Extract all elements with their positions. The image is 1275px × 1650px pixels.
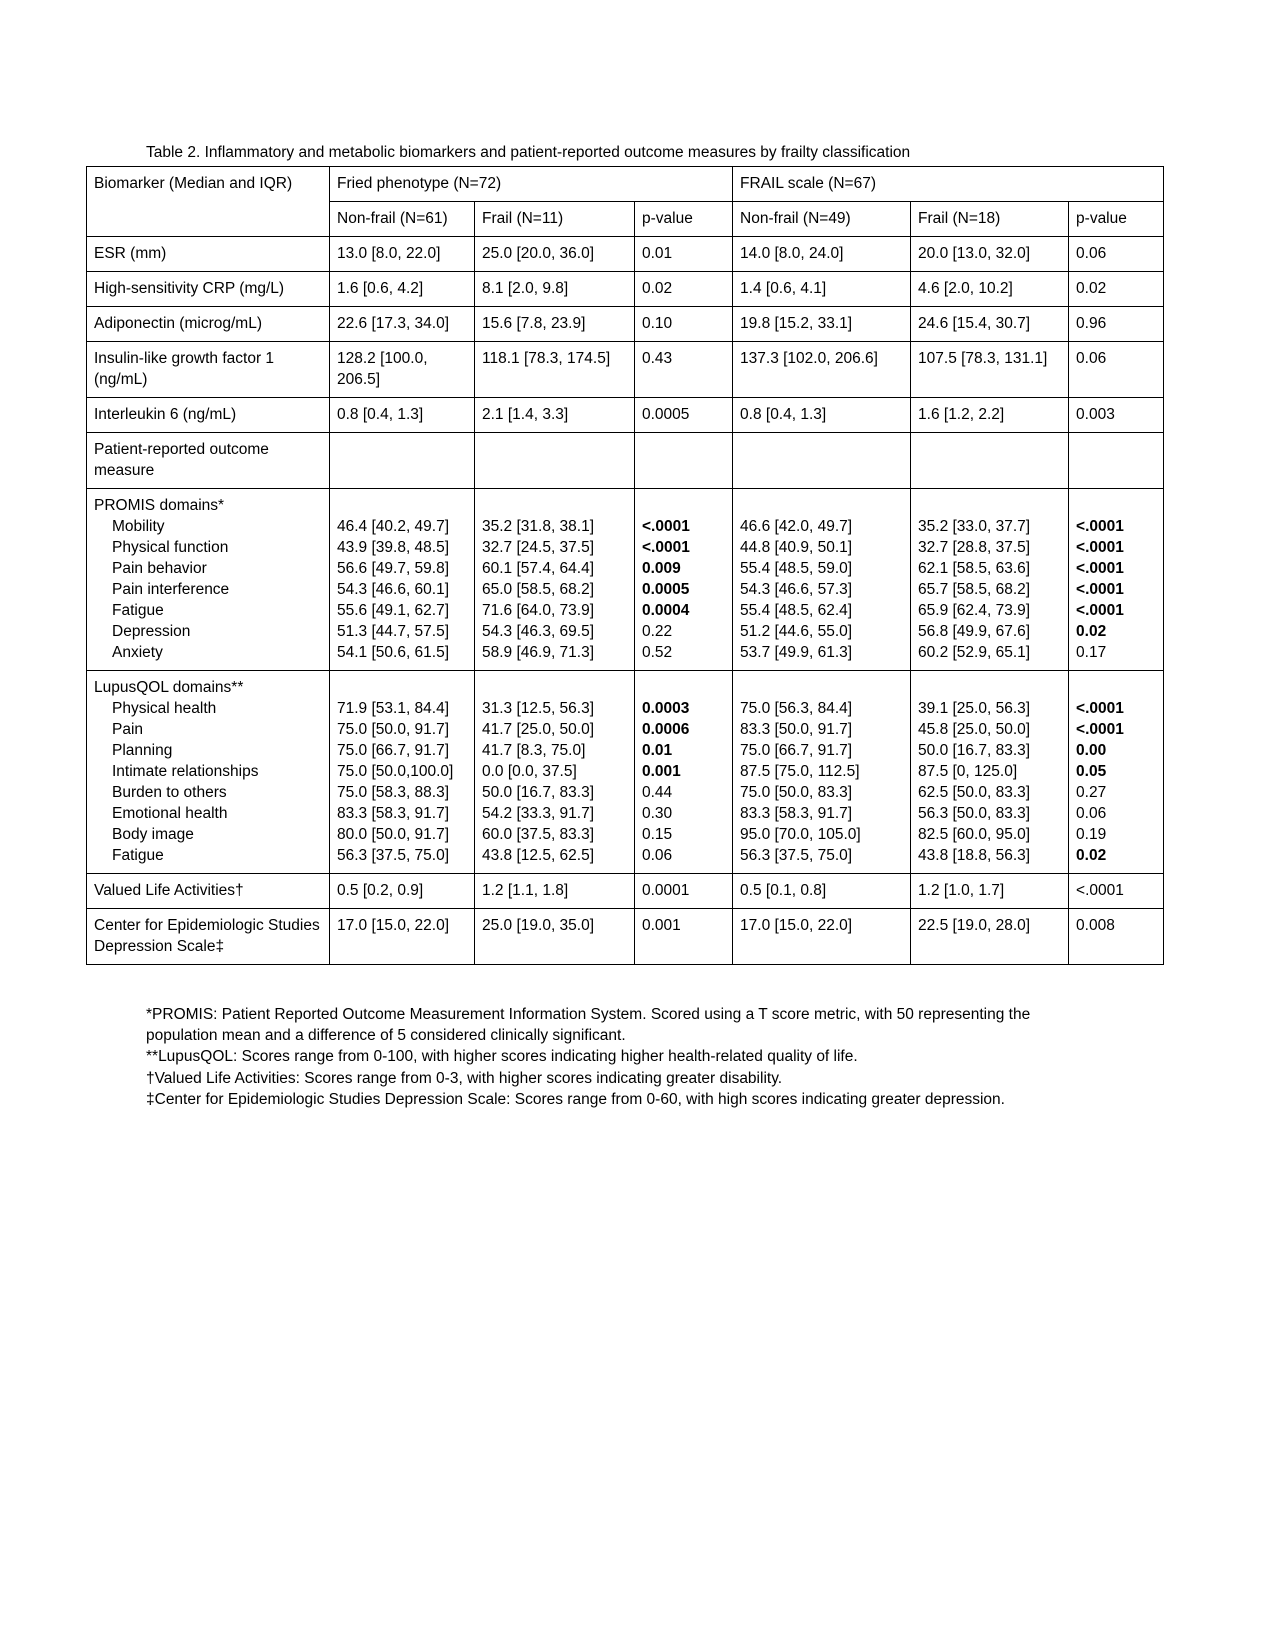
cell-frailscale-nonfrail: 0.8 [0.4, 1.3]	[733, 398, 911, 433]
cell-frailscale-frail: 1.2 [1.0, 1.7]	[911, 874, 1069, 909]
footnote-promis: *PROMIS: Patient Reported Outcome Measurement Information System. Scored using a T score metric, with 50 representing the population mean and a difference of 5 considered clinically significant.	[146, 1006, 1031, 1044]
cell-fried-nonfrail: 128.2 [100.0, 206.5]	[330, 342, 475, 398]
promis-labels: PROMIS domains* Mobility Physical function Pain behavior Pain interference Fatigue Depression Anxiety	[87, 489, 330, 671]
lupusqol-block-row	[87, 671, 1164, 874]
cell-frailscale-nonfrail: 0.5 [0.1, 0.8]	[733, 874, 911, 909]
table-footnotes	[146, 1005, 1106, 1111]
cell-frailscale-frail: 24.6 [15.4, 30.7]	[911, 307, 1069, 342]
cell-frailscale-frail: 1.6 [1.2, 2.2]	[911, 398, 1069, 433]
promis-frailscale-frail: 35.2 [33.0, 37.7] 32.7 [28.8, 37.5] 62.1 [58.5, 63.6] 65.7 [58.5, 68.2] 65.9 [62.4, 73.9] 56.8 [49.9, 67.6] 60.2 [52.9, 65.1]	[911, 489, 1069, 671]
header-group-fried: Fried phenotype (N=72)	[330, 167, 733, 202]
cell-fried-frail: 15.6 [7.8, 23.9]	[475, 307, 635, 342]
cell-fried-frail: 2.1 [1.4, 3.3]	[475, 398, 635, 433]
header-group-frail: FRAIL scale (N=67)	[733, 167, 1164, 202]
cell-fried-nonfrail: 0.8 [0.4, 1.3]	[330, 398, 475, 433]
row-label: Insulin-like growth factor 1 (ng/mL)	[87, 342, 330, 398]
promis-fried-frail: 35.2 [31.8, 38.1] 32.7 [24.5, 37.5] 60.1 [57.4, 64.4] 65.0 [58.5, 68.2] 71.6 [64.0, 73.9] 54.3 [46.3, 69.5] 58.9 [46.9, 71.3]	[475, 489, 635, 671]
cell-fried-nonfrail: 0.5 [0.2, 0.9]	[330, 874, 475, 909]
row-label: Interleukin 6 (ng/mL)	[87, 398, 330, 433]
table-row	[87, 909, 1164, 965]
cell-fried-frail: 25.0 [20.0, 36.0]	[475, 237, 635, 272]
promis-fried-pvalue: <.0001 <.0001 0.009 0.0005 0.0004 0.22 0.52	[635, 489, 733, 671]
cell-fried-nonfrail: 1.6 [0.6, 4.2]	[330, 272, 475, 307]
table-row	[87, 398, 1164, 433]
table-row	[87, 237, 1164, 272]
promis-frailscale-pvalue: <.0001 <.0001 <.0001 <.0001 <.0001 0.02 0.17	[1069, 489, 1164, 671]
footnote-vla: †Valued Life Activities: Scores range from 0-3, with higher scores indicating greater disability.	[146, 1069, 783, 1087]
section-empty-4	[733, 433, 911, 489]
row-label: ESR (mm)	[87, 237, 330, 272]
section-empty-6	[1069, 433, 1164, 489]
lupusqol-frailscale-nonfrail: 75.0 [56.3, 84.4] 83.3 [50.0, 91.7] 75.0 [66.7, 91.7] 87.5 [75.0, 112.5] 75.0 [50.0, 83.3] 83.3 [58.3, 91.7] 95.0 [70.0, 105.0] 56.3 [37.5, 75.0]	[733, 671, 911, 874]
cell-frailscale-frail: 20.0 [13.0, 32.0]	[911, 237, 1069, 272]
section-empty-3	[635, 433, 733, 489]
row-label: High-sensitivity CRP (mg/L)	[87, 272, 330, 307]
lupusqol-labels: LupusQOL domains** Physical health Pain Planning Intimate relationships Burden to others Emotional health Body image Fatigue	[87, 671, 330, 874]
cell-frailscale-nonfrail: 19.8 [15.2, 33.1]	[733, 307, 911, 342]
header-frailscale-pvalue: p-value	[1069, 202, 1164, 237]
section-empty-1	[330, 433, 475, 489]
cell-fried-pvalue: 0.0001	[635, 874, 733, 909]
cell-frailscale-nonfrail: 1.4 [0.6, 4.1]	[733, 272, 911, 307]
footnote-lupusqol: **LupusQOL: Scores range from 0-100, with higher scores indicating higher health-related quality of life.	[146, 1048, 858, 1065]
cell-frailscale-pvalue: 0.06	[1069, 237, 1164, 272]
header-frailscale-nonfrail: Non-frail (N=49)	[733, 202, 911, 237]
lupusqol-frailscale-pvalue: <.0001 <.0001 0.00 0.05 0.27 0.06 0.19 0.02	[1069, 671, 1164, 874]
cell-fried-pvalue: 0.01	[635, 237, 733, 272]
cell-frailscale-nonfrail: 17.0 [15.0, 22.0]	[733, 909, 911, 965]
cell-fried-frail: 118.1 [78.3, 174.5]	[475, 342, 635, 398]
table-row	[87, 342, 1164, 398]
promis-block-row	[87, 489, 1164, 671]
row-label: Adiponectin (microg/mL)	[87, 307, 330, 342]
cell-fried-frail: 25.0 [19.0, 35.0]	[475, 909, 635, 965]
cell-fried-nonfrail: 17.0 [15.0, 22.0]	[330, 909, 475, 965]
section-label: Patient-reported outcome measure	[87, 433, 330, 489]
lupusqol-fried-nonfrail: 71.9 [53.1, 84.4] 75.0 [50.0, 91.7] 75.0 [66.7, 91.7] 75.0 [50.0,100.0] 75.0 [58.3, 88.3] 83.3 [58.3, 91.7] 80.0 [50.0, 91.7] 56.3 [37.5, 75.0]	[330, 671, 475, 874]
section-empty-5	[911, 433, 1069, 489]
cell-frailscale-pvalue: 0.06	[1069, 342, 1164, 398]
cell-fried-frail: 1.2 [1.1, 1.8]	[475, 874, 635, 909]
cell-frailscale-pvalue: 0.008	[1069, 909, 1164, 965]
cell-frailscale-pvalue: <.0001	[1069, 874, 1164, 909]
cell-fried-pvalue: 0.43	[635, 342, 733, 398]
cell-fried-pvalue: 0.0005	[635, 398, 733, 433]
cell-fried-frail: 8.1 [2.0, 9.8]	[475, 272, 635, 307]
cell-frailscale-nonfrail: 137.3 [102.0, 206.6]	[733, 342, 911, 398]
biomarker-table	[86, 166, 1164, 965]
cell-fried-nonfrail: 13.0 [8.0, 22.0]	[330, 237, 475, 272]
section-empty-2	[475, 433, 635, 489]
lupusqol-fried-pvalue: 0.0003 0.0006 0.01 0.001 0.44 0.30 0.15 0.06	[635, 671, 733, 874]
cell-frailscale-pvalue: 0.96	[1069, 307, 1164, 342]
cell-frailscale-frail: 107.5 [78.3, 131.1]	[911, 342, 1069, 398]
row-label: Center for Epidemiologic Studies Depression Scale‡	[87, 909, 330, 965]
header-fried-frail: Frail (N=11)	[475, 202, 635, 237]
table-caption: Table 2. Inflammatory and metabolic biomarkers and patient-reported outcome measures by frailty classification	[146, 144, 911, 161]
table-header-group-row	[87, 167, 1164, 202]
header-fried-pvalue: p-value	[635, 202, 733, 237]
table-row	[87, 874, 1164, 909]
promis-fried-nonfrail: 46.4 [40.2, 49.7] 43.9 [39.8, 48.5] 56.6 [49.7, 59.8] 54.3 [46.6, 60.1] 55.6 [49.1, 62.7] 51.3 [44.7, 57.5] 54.1 [50.6, 61.5]	[330, 489, 475, 671]
table-section-row	[87, 433, 1164, 489]
header-biomarker: Biomarker (Median and IQR)	[87, 167, 330, 237]
lupusqol-frailscale-frail: 39.1 [25.0, 56.3] 45.8 [25.0, 50.0] 50.0 [16.7, 83.3] 87.5 [0, 125.0] 62.5 [50.0, 83.3] 56.3 [50.0, 83.3] 82.5 [60.0, 95.0] 43.8 [18.8, 56.3]	[911, 671, 1069, 874]
cell-frailscale-pvalue: 0.02	[1069, 272, 1164, 307]
cell-fried-nonfrail: 22.6 [17.3, 34.0]	[330, 307, 475, 342]
table-row	[87, 272, 1164, 307]
table-row	[87, 307, 1164, 342]
cell-fried-pvalue: 0.001	[635, 909, 733, 965]
cell-frailscale-nonfrail: 14.0 [8.0, 24.0]	[733, 237, 911, 272]
lupusqol-fried-frail: 31.3 [12.5, 56.3] 41.7 [25.0, 50.0] 41.7 [8.3, 75.0] 0.0 [0.0, 37.5] 50.0 [16.7, 83.3] 54.2 [33.3, 91.7] 60.0 [37.5, 83.3] 43.8 [12.5, 62.5]	[475, 671, 635, 874]
header-fried-nonfrail: Non-frail (N=61)	[330, 202, 475, 237]
cell-fried-pvalue: 0.10	[635, 307, 733, 342]
cell-fried-pvalue: 0.02	[635, 272, 733, 307]
cell-frailscale-frail: 22.5 [19.0, 28.0]	[911, 909, 1069, 965]
promis-frailscale-nonfrail: 46.6 [42.0, 49.7] 44.8 [40.9, 50.1] 55.4 [48.5, 59.0] 54.3 [46.6, 57.3] 55.4 [48.5, 62.4] 51.2 [44.6, 55.0] 53.7 [49.9, 61.3]	[733, 489, 911, 671]
footnote-cesd: ‡Center for Epidemiologic Studies Depression Scale: Scores range from 0-60, with high scores indicating greater depression.	[146, 1091, 1005, 1108]
cell-frailscale-frail: 4.6 [2.0, 10.2]	[911, 272, 1069, 307]
header-frailscale-frail: Frail (N=18)	[911, 202, 1069, 237]
row-label: Valued Life Activities†	[87, 874, 330, 909]
cell-frailscale-pvalue: 0.003	[1069, 398, 1164, 433]
